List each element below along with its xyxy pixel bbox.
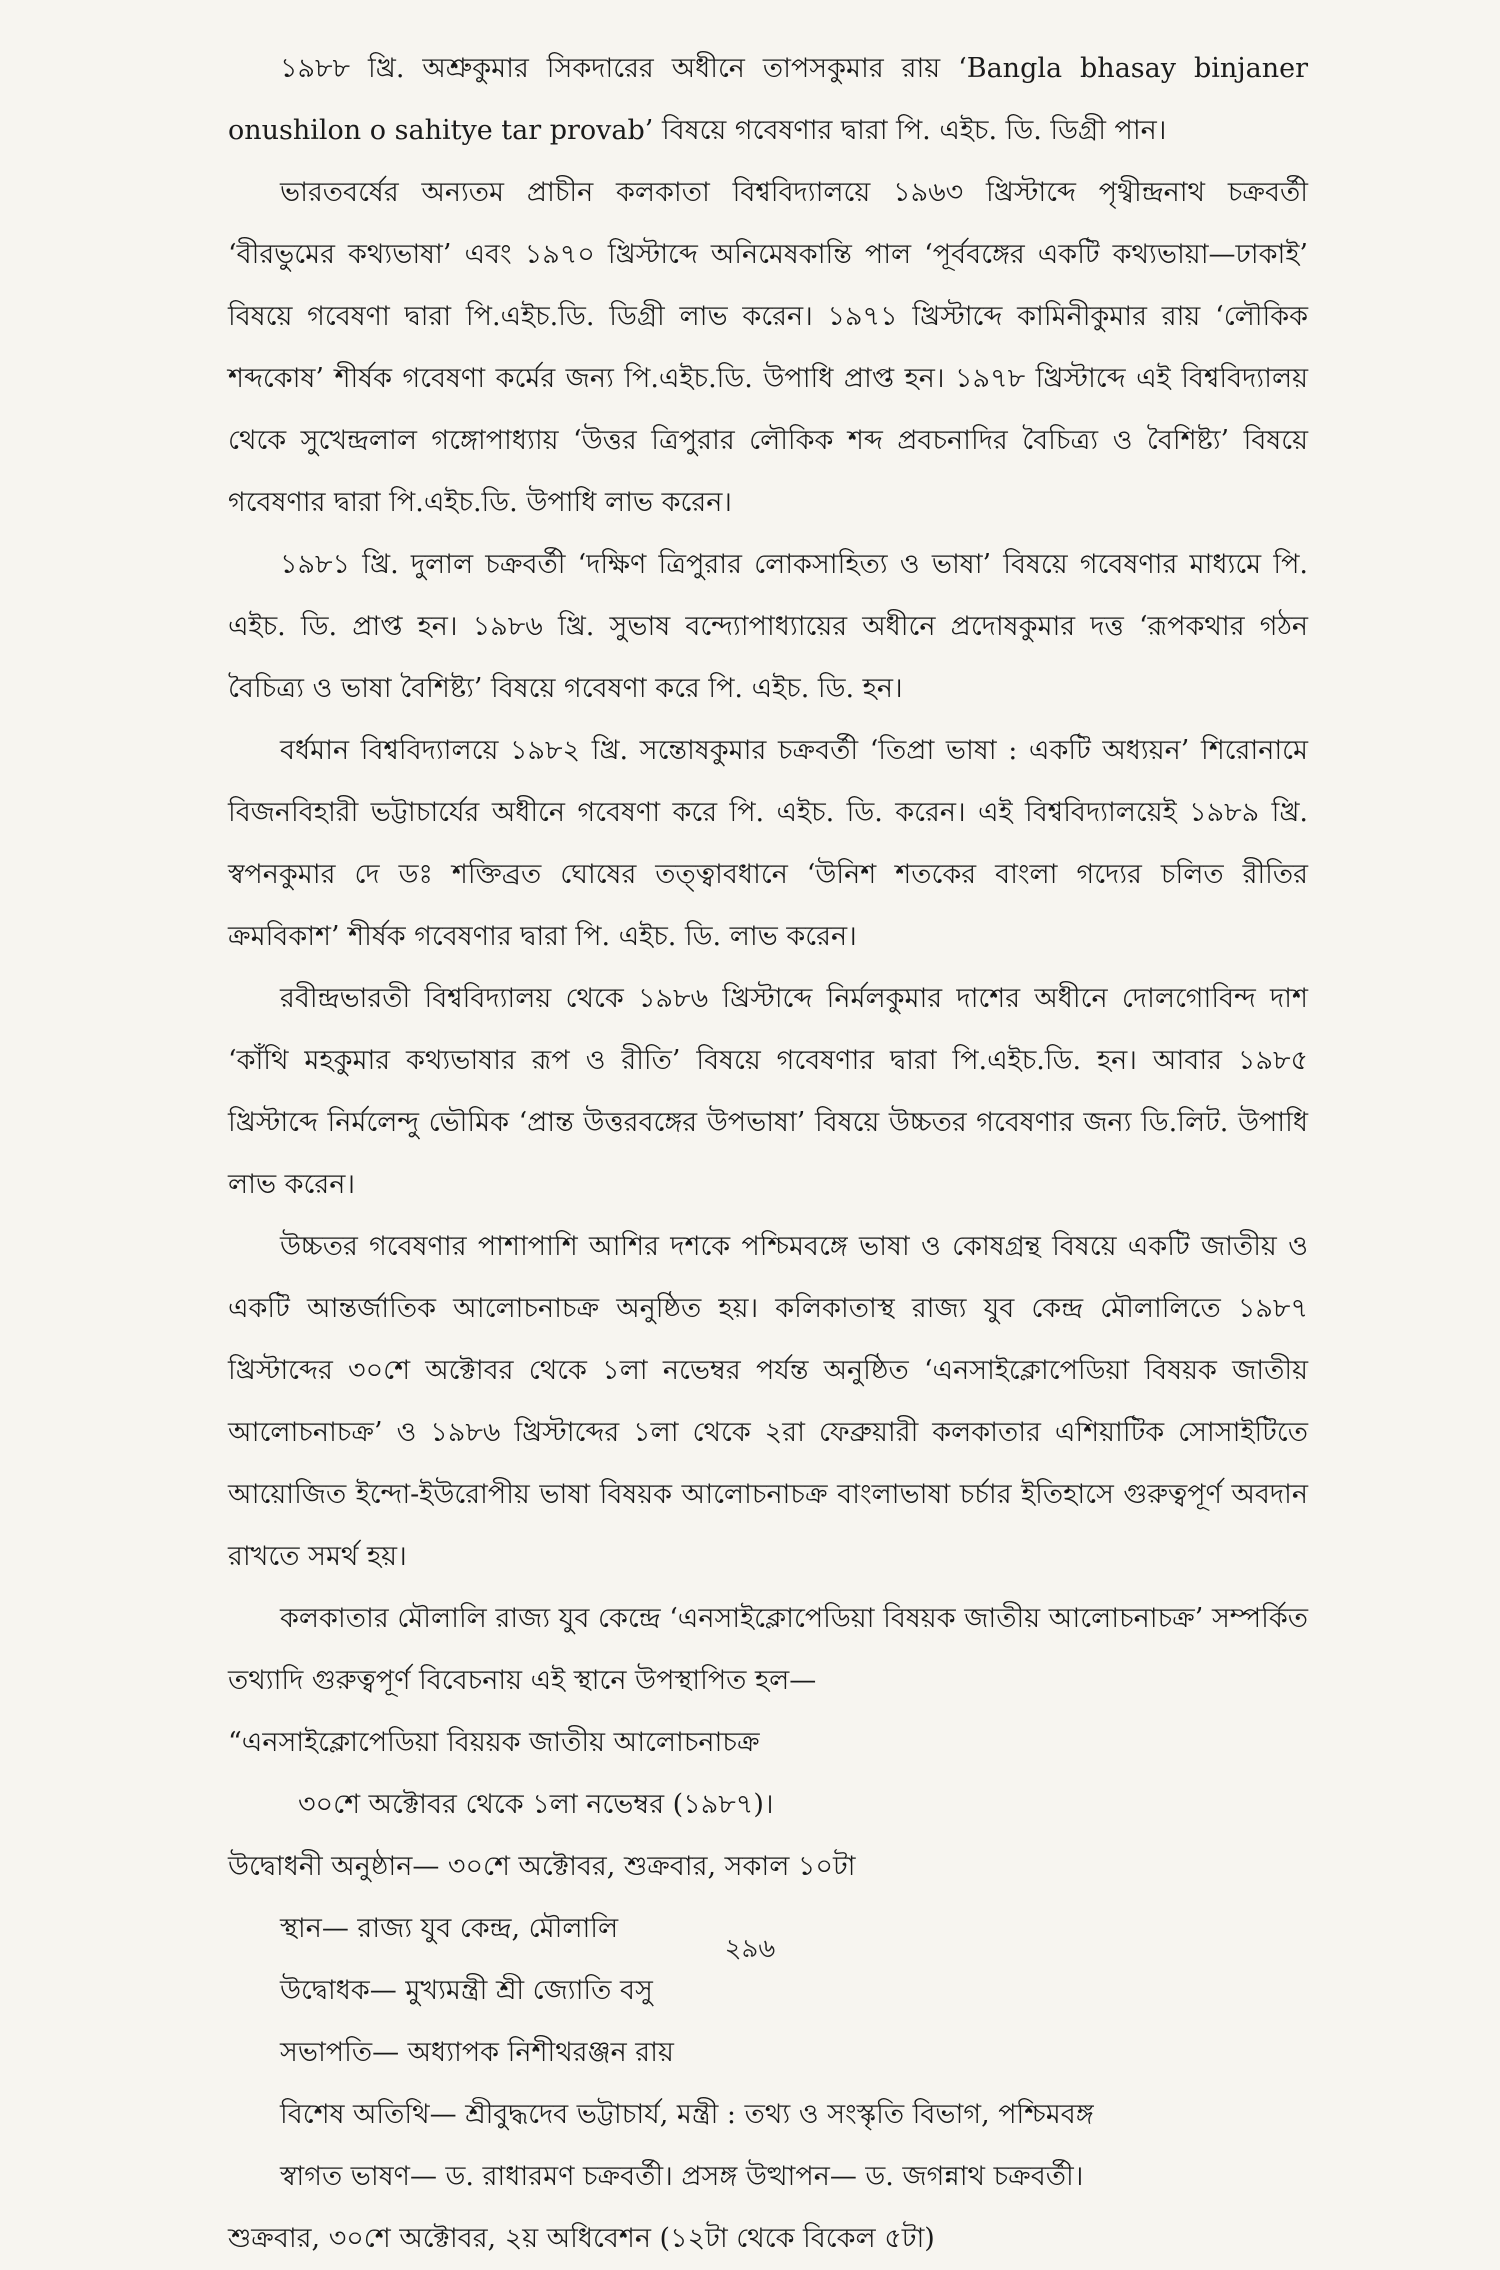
paragraph-5: রবীন্দ্রভারতী বিশ্ববিদ্যালয় থেকে ১৯৮৬ খ্রিস্টাব্দে নির্মলকুমার দাশের অধীনে দোলগোবিন্দ দাশ ‘কাঁথি মহকুমার কথ্যভাষার রূপ ও রীতি’ বিষয়ে গবেষণার দ্বারা পি.এইচ.ডি. হন। আবার ১৯৮৫ খ্রিস্টাব্দে নির্মলেন্দু ভৌমিক ‘প্রান্ত উত্তরবঙ্গের উপভাষা’ বিষয়ে উচ্চতর গবেষণার জন্য ডি.লিট. উপাধি লাভ করেন। xyxy=(228,983,1308,1200)
seminar-title: “এনসাইক্লোপেডিয়া বিয়য়ক জাতীয় আলোচনাচক্র xyxy=(228,1727,760,1758)
welcome-speech: স্বাগত ভাষণ— ড. রাধারমণ চক্রবর্তী। প্রসঙ্গ উত্থাপন— ড. জগন্নাথ চক্রবর্তী। xyxy=(280,2161,1084,2192)
paragraph-1: ১৯৮৮ খ্রি. অশ্রুকুমার সিকদারের অধীনে তাপসকুমার রায় ‘Bangla bhasay binjaner onushilon o sahitye tar provab’ বিষয়ে গবেষণার দ্বারা পি. এইচ. ডি. ডিগ্রী পান। xyxy=(228,53,1308,146)
president: সভাপতি— অধ্যাপক নিশীথরঞ্জন রায় xyxy=(280,2037,674,2068)
paragraph-4: বর্ধমান বিশ্ববিদ্যালয়ে ১৯৮২ খ্রি. সন্তোষকুমার চক্রবর্তী ‘তিপ্রা ভাষা : একটি অধ্যয়ন’ শিরোনামে বিজনবিহারী ভট্টাচার্যের অধীনে গবেষণা করে পি. এইচ. ডি. করেন। এই বিশ্ববিদ্যালয়েই ১৯৮৯ খ্রি. স্বপনকুমার দে ডঃ শক্তিব্রত ঘোষের তত্ত্বাবধানে ‘উনিশ শতকের বাংলা গদ্যের চলিত রীতির ক্রমবিকাশ’ শীর্ষক গবেষণার দ্বারা পি. এইচ. ডি. লাভ করেন। xyxy=(228,735,1308,952)
paragraph-2: ভারতবর্ষের অন্যতম প্রাচীন কলকাতা বিশ্ববিদ্যালয়ে ১৯৬৩ খ্রিস্টাব্দে পৃথ্বীন্দ্রনাথ চক্রবর্তী ‘বীরভুমের কথ্যভাষা’ এবং ১৯৭০ খ্রিস্টাব্দে অনিমেষকান্তি পাল ‘পূর্ববঙ্গের একটি কথ্যভায়া—ঢাকাই’ বিষয়ে গবেষণা দ্বারা পি.এইচ.ডি. ডিগ্রী লাভ করেন। ১৯৭১ খ্রিস্টাব্দে কামিনীকুমার রায় ‘লৌকিক শব্দকোষ’ শীর্ষক গবেষণা কর্মের জন্য পি.এইচ.ডি. উপাধি প্রাপ্ত হন। ১৯৭৮ খ্রিস্টাব্দে এই বিশ্ববিদ্যালয় থেকে সুখেন্দ্রলাল গঙ্গোপাধ্যায় ‘উত্তর ত্রিপুরার লৌকিক শব্দ প্রবচনাদির বৈচিত্র্য ও বৈশিষ্ট্য’ বিষয়ে গবেষণার দ্বারা পি.এইচ.ডি. উপাধি লাভ করেন। xyxy=(228,177,1308,518)
seminar-details xyxy=(228,1712,1308,2270)
inaugurator: উদ্বোধক— মুখ্যমন্ত্রী শ্রী জ্যোতি বসু xyxy=(280,1975,653,2006)
paragraph-7: কলকাতার মৌলালি রাজ্য যুব কেন্দ্রে ‘এনসাইক্লোপেডিয়া বিষয়ক জাতীয় আলোচনাচক্র’ সম্পর্কিত তথ্যাদি গুরুত্বপূর্ণ বিবেচনায় এই স্থানে উপস্থাপিত হল— xyxy=(228,1603,1308,1696)
second-session: শুক্রবার, ৩০শে অক্টোবর, ২য় অধিবেশন (১২টা থেকে বিকেল ৫টা) xyxy=(228,2223,935,2254)
inaugural-session: উদ্বোধনী অনুষ্ঠান— ৩০শে অক্টোবর, শুক্রবার, সকাল ১০টা xyxy=(228,1851,856,1882)
chief-guest: বিশেষ অতিথি— শ্রীবুদ্ধদেব ভট্টাচার্য, মন্ত্রী : তথ্য ও সংস্কৃতি বিভাগ, পশ্চিমবঙ্গ xyxy=(280,2099,1094,2130)
venue: স্থান— রাজ্য যুব কেন্দ্র, মৌলালি xyxy=(280,1913,619,1944)
seminar-dates: ৩০শে অক্টোবর থেকে ১লা নভেম্বর (১৯৮৭)। xyxy=(298,1789,774,1820)
paragraph-3: ১৯৮১ খ্রি. দুলাল চক্রবর্তী ‘দক্ষিণ ত্রিপুরার লোকসাহিত্য ও ভাষা’ বিষয়ে গবেষণার মাধ্যমে পি. এইচ. ডি. প্রাপ্ত হন। ১৯৮৬ খ্রি. সুভাষ বন্দ্যোপাধ্যায়ের অধীনে প্রদোষকুমার দত্ত ‘রূপকথার গঠন বৈচিত্র্য ও ভাষা বৈশিষ্ট্য’ বিষয়ে গবেষণা করে পি. এইচ. ডি. হন। xyxy=(228,549,1308,704)
page-number: ২৯৬ xyxy=(724,1934,776,1964)
paragraph-6: উচ্চতর গবেষণার পাশাপাশি আশির দশকে পশ্চিমবঙ্গে ভাষা ও কোষগ্রন্থ বিষয়ে একটি জাতীয় ও একটি আন্তর্জাতিক আলোচনাচক্র অনুষ্ঠিত হয়। কলিকাতাস্থ রাজ্য যুব কেন্দ্র মৌলালিতে ১৯৮৭ খ্রিস্টাব্দের ৩০শে অক্টোবর থেকে ১লা নভেম্বর পর্যন্ত অনুষ্ঠিত ‘এনসাইক্লোপেডিয়া বিষয়ক জাতীয় আলোচনাচক্র’ ও ১৯৮৬ খ্রিস্টাব্দের ১লা থেকে ২রা ফেব্রুয়ারী কলকাতার এশিয়াটিক সোসাইটিতে আয়োজিত ইন্দো-ইউরোপীয় ভাষা বিষয়ক আলোচনাচক্র বাংলাভাষা চর্চার ইতিহাসে গুরুত্বপূর্ণ অবদান রাখতে সমর্থ হয়। xyxy=(228,1231,1308,1572)
